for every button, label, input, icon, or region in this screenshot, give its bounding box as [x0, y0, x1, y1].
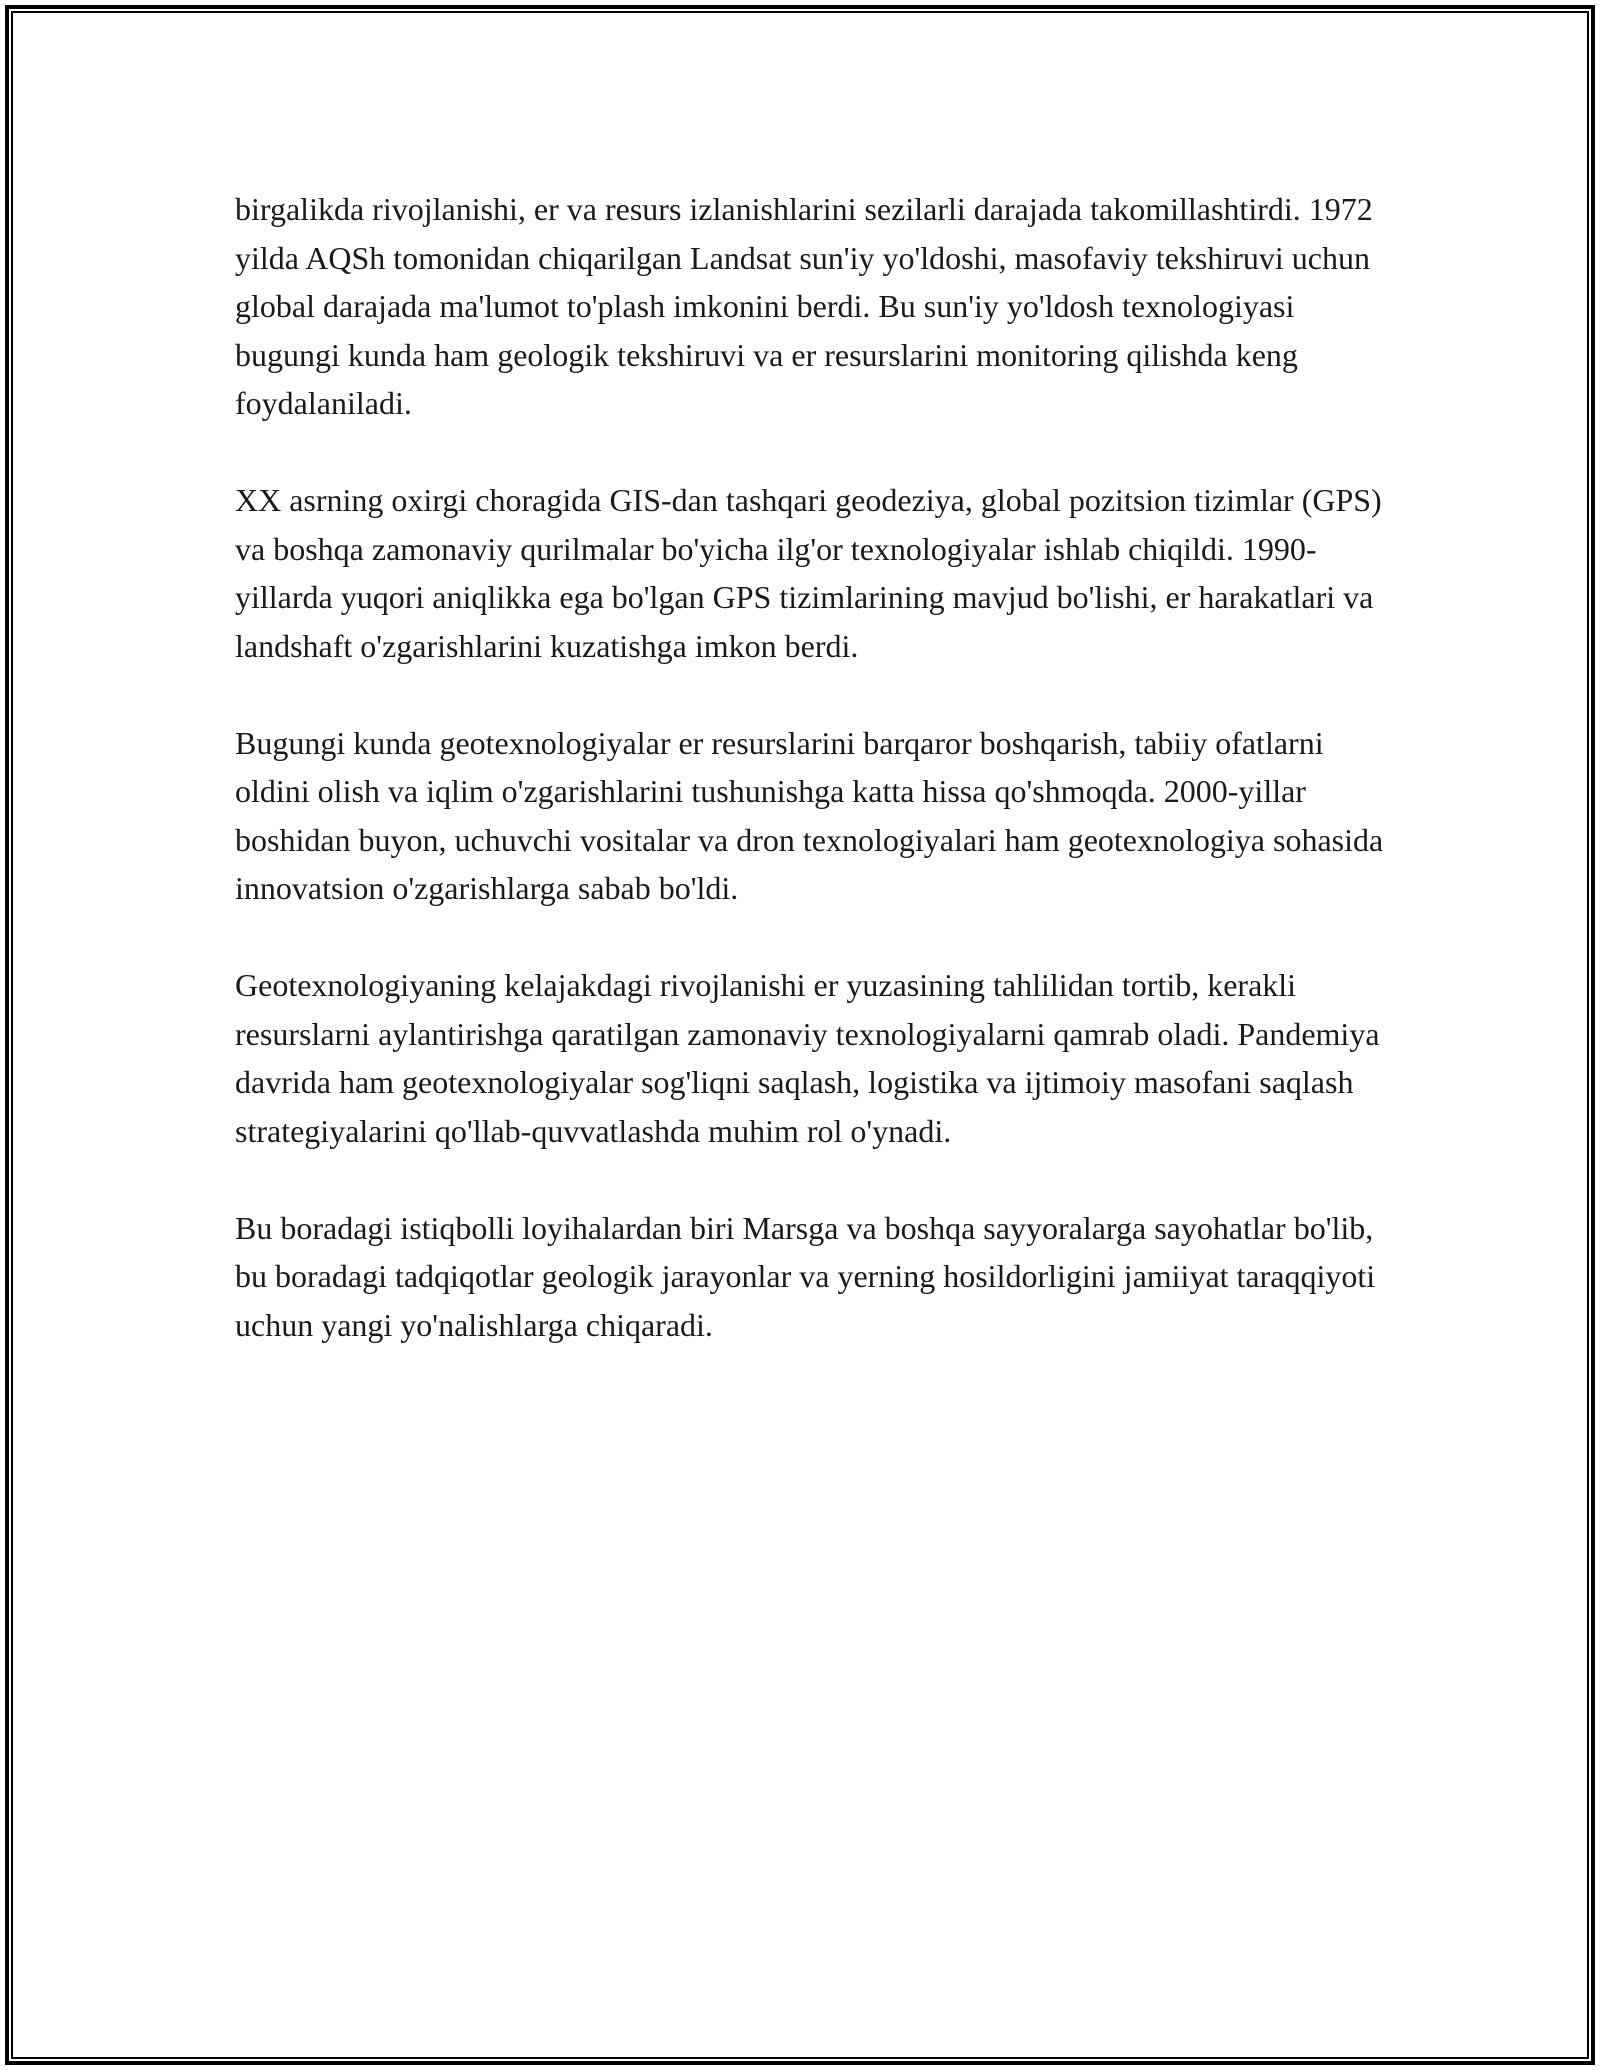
paragraph-2: XX asrning oxirgi choragida GIS-dan tashqari geodeziya, global pozitsion tizimlar (GPS) va boshqa zamonaviy qurilmalar bo'yicha ilg'or texnologiyalar ishlab chiqildi. 1990-yillarda yuqori aniqlikka ega bo'lgan GPS tizimlarining mavjud bo'lishi, er harakatlari va landshaft o'zgarishlarini kuzatishga imkon berdi. — [235, 482, 1382, 664]
document-body — [235, 185, 1395, 1349]
paragraph-4: Geotexnologiyaning kelajakdagi rivojlanishi er yuzasining tahlilidan tortib, kerakli resurslarni aylantirishga qaratilgan zamonaviy texnologiyalarni qamrab oladi. Pandemiya davrida ham geotexnologiyalar sog'liqni saqlash, logistika va ijtimoiy masofani saqlash strategiyalarini qo'llab-quvvatlashda muhim rol o'ynadi. — [235, 967, 1380, 1149]
paragraph-5: Bu boradagi istiqbolli loyihalardan biri Marsga va boshqa sayyoralarga sayohatlar bo'lib, bu boradagi tadqiqotlar geologik jarayonlar va yerning hosildorligini jamiiyat taraqqiyoti uchun yangi yo'nalishlarga chiqaradi. — [235, 1209, 1376, 1343]
paragraph-1: birgalikda rivojlanishi, er va resurs izlanishlarini sezilarli darajada takomillashtirdi. 1972 yilda AQSh tomonidan chiqarilgan Landsat sun'iy yo'ldoshi, masofaviy tekshiruvi uchun global darajada ma'lumot to'plash imkonini berdi. Bu sun'iy yo'ldosh texnologiyasi bugungi kunda ham geologik tekshiruvi va er resurslarini monitoring qilishda keng foydalaniladi. — [235, 191, 1373, 421]
paragraph-3: Bugungi kunda geotexnologiyalar er resurslarini barqaror boshqarish, tabiiy ofatlarni oldini olish va iqlim o'zgarishlarini tushunishga katta hissa qo'shmoqda. 2000-yillar boshidan buyon, uchuvchi vositalar va dron texnologiyalari ham geotexnologiya sohasida innovatsion o'zgarishlarga sabab bo'ldi. — [235, 724, 1384, 906]
